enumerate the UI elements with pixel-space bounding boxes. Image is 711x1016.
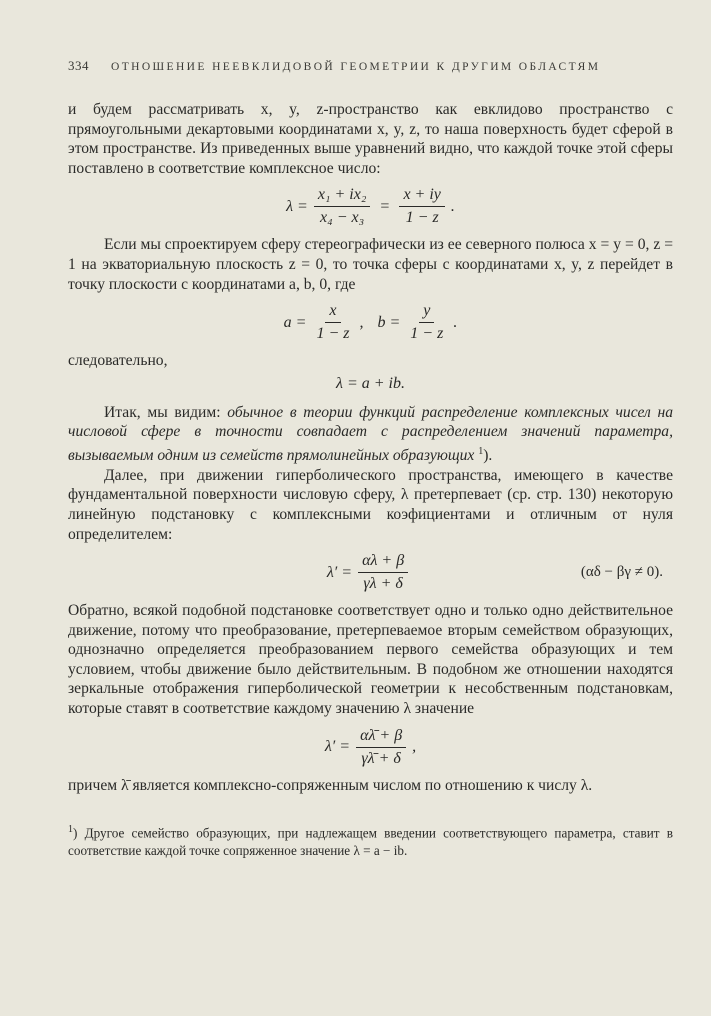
fraction-b — [406, 302, 447, 343]
paragraph-2: Если мы спроектируем сферу стереографически из ее северного полюса x = y = 0, z = 1 на экваториальную плоскость z = 0, то точка сферы с координатами x, y, z перейдет в точку плоскости с координатами a, b, 0, где — [68, 236, 673, 293]
formula-lhs: λ′ = — [326, 563, 353, 581]
denominator: 1 − z — [405, 209, 439, 227]
footnote — [68, 821, 673, 859]
formula-projection — [68, 302, 673, 343]
formula-lhs: λ′ = — [324, 738, 351, 756]
formula-b-lhs: b = — [377, 313, 401, 331]
fraction-1 — [314, 186, 371, 227]
footnote-ref[interactable]: 1 — [478, 445, 484, 457]
formula-text: λ = a + ib. — [336, 374, 405, 392]
numerator: x + iy — [399, 186, 444, 207]
formula-lhs: λ = — [286, 197, 308, 215]
running-header — [68, 58, 673, 74]
paragraph-5: Далее, при движении гиперболического пространства, имеющего в качестве фундаментальной поверхности числовую сферу, λ претерпевает (ср. стр. 130) некоторую линейную подстановку с комплексными коэфициентами и отличным от нуля определителем: — [68, 466, 673, 543]
page-number: 334 — [68, 58, 89, 73]
numerator: x — [325, 302, 340, 323]
fraction-a — [312, 302, 353, 343]
paragraph-3: следовательно, — [68, 352, 168, 370]
separator: , — [359, 313, 364, 331]
numerator: x₁ + ix₂ — [314, 186, 371, 207]
formula-end: , — [412, 738, 417, 756]
denominator: γλ + δ — [363, 575, 403, 593]
fraction-subst — [358, 552, 408, 593]
denominator: γλ̄ + δ — [361, 749, 401, 767]
determinant-condition: (αδ − βγ ≠ 0). — [580, 564, 663, 581]
numerator: αλ + β — [358, 552, 408, 573]
paragraph-6: Обратно, всякой подобной подстановке соответствует одно и только одно действительное движение, потому что преобразование, претерпеваемое вторым семейством образующих, однозначно определяется преобразованием первого семейства образующих и тем условием, чтобы движение было действительным. В подобном же отношении находятся зеркальные отображения гиперболической геометрии к несобственным подстановкам, которые ставят в соответствие каждому значению λ значение — [68, 602, 673, 718]
tail-text: ). — [483, 447, 493, 465]
numerator: αλ̄ + β — [356, 727, 406, 748]
formula-a-lhs: a = — [283, 313, 307, 331]
formula-lambda-ab — [68, 375, 673, 393]
footnote-text: ) Другое семейство образующих, при надлежащем введении соответствующего параметра, ставит в соответствие каждой точке сопряженное значение λ = a − ib. — [68, 825, 673, 859]
footnote-mark: 1 — [68, 824, 73, 836]
denominator: 1 − z — [316, 325, 350, 343]
italic-statement: обычное в теории функций распределение комплексных чисел на числовой сфере в точности совпадает с распределением значений параметра, вызываемым одним из семейств прямолинейных образующих — [68, 403, 673, 465]
formula-substitution — [68, 552, 673, 593]
formula-lambda — [68, 186, 673, 227]
formula-end: . — [450, 197, 455, 215]
fraction-improper — [356, 727, 406, 768]
numerator: y — [419, 302, 434, 323]
running-title: ОТНОШЕНИЕ НЕЕВКЛИДОВОЙ ГЕОМЕТРИИ К ДРУГИМ ОБЛАСТЯМ — [111, 61, 601, 73]
fraction-2 — [399, 186, 444, 227]
denominator: 1 − z — [410, 325, 444, 343]
paragraph-1: и будем рассматривать x, y, z-пространство как евклидово пространство с прямоугольными декартовыми координатами x, y, z, то наша поверхность будет сферой в этом пространстве. Из приведенных выше уравнений видно, что каждой точке этой сферы поставлено в соответствие комплексное число: — [68, 101, 673, 177]
formula-improper-substitution — [68, 727, 673, 768]
denominator: x₄ − x₃ — [320, 209, 365, 227]
paragraph-4 — [68, 403, 673, 466]
equals-sign: = — [380, 197, 390, 215]
lead-text: Итак, мы видим: — [104, 403, 228, 421]
paragraph-7: причем λ̄ является комплексно-сопряженным числом по отношению к числу λ. — [68, 776, 593, 794]
formula-end: . — [453, 313, 458, 331]
